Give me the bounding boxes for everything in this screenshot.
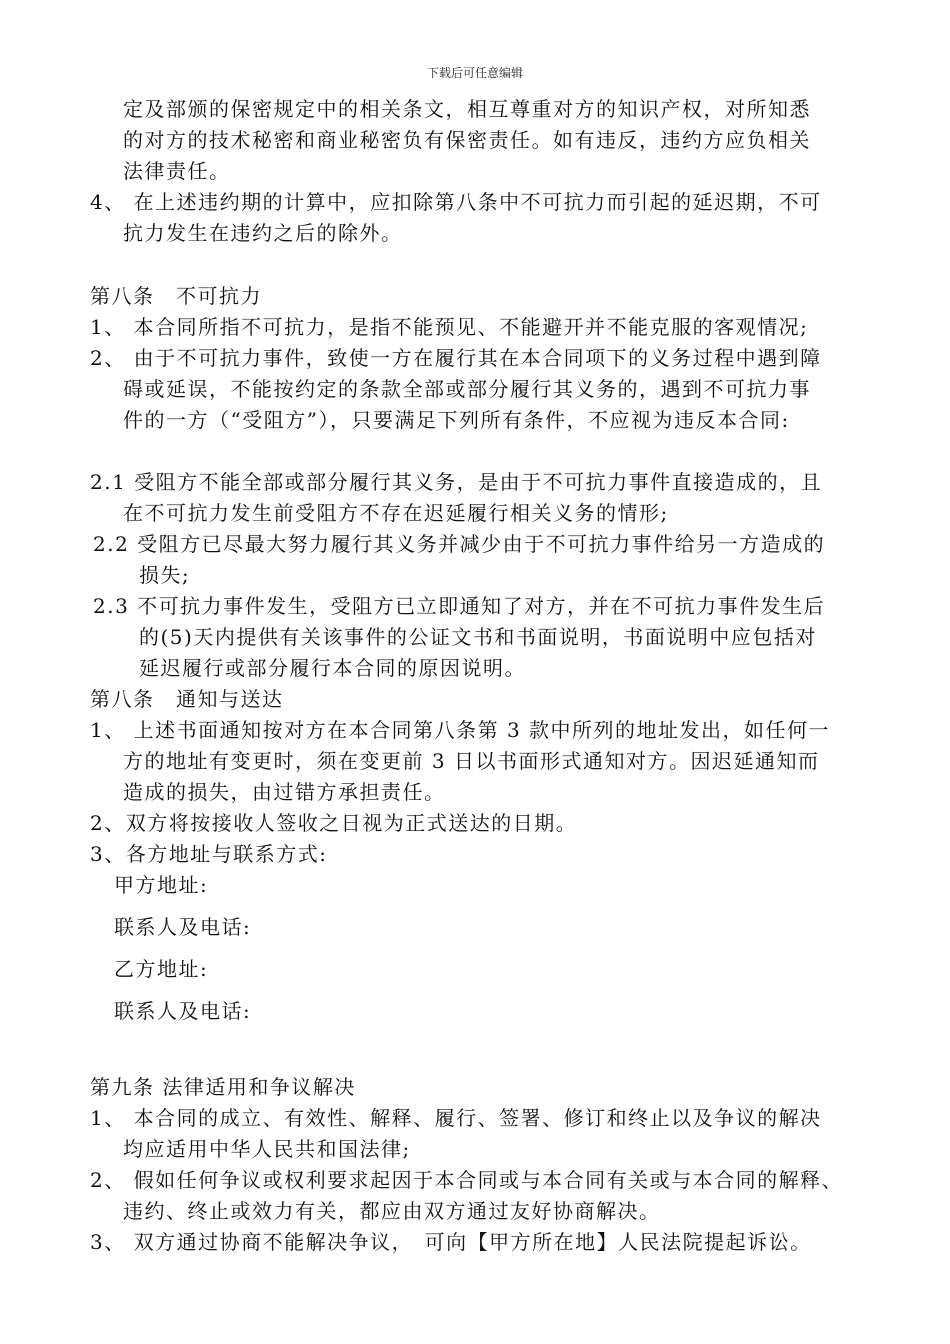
document-line: 1、 本合同的成立、有效性、解释、履行、签署、修订和终止以及争议的解决: [90, 1106, 822, 1130]
document-line: 1、 上述书面通知按对方在本合同第八条第 3 款中所列的地址发出，如任何一: [90, 718, 831, 742]
document-line: 2、 假如任何争议或权利要求起因于本合同或与本合同有关或与本合同的解释、: [90, 1168, 844, 1192]
document-line: 损失;: [139, 563, 191, 587]
document-line: 2.1 受阻方不能全部或部分履行其义务，是由于不可抗力事件直接造成的，且: [90, 470, 823, 494]
document-line: 乙方地址:: [114, 957, 209, 981]
document-line: 均应适用中华人民共和国法律;: [123, 1137, 411, 1161]
document-line: 法律责任。: [123, 159, 231, 183]
document-line: 抗力发生在违约之后的除外。: [123, 221, 403, 245]
document-line: 延迟履行或部分履行本合同的原因说明。: [139, 656, 526, 680]
document-line: 甲方地址:: [114, 873, 209, 897]
document-line: 在不可抗力发生前受阻方不存在迟延履行相关义务的情形;: [123, 501, 669, 525]
document-line: 联系人及电话:: [114, 999, 252, 1023]
document-line: 第八条 通知与送达: [90, 687, 284, 711]
document-line: 3、各方地址与联系方式:: [90, 842, 328, 866]
document-line: 碍或延误，不能按约定的条款全部或部分履行其义务的，遇到不可抗力事: [123, 377, 811, 401]
document-line: 第九条 法律适用和争议解决: [90, 1075, 356, 1099]
page-header: 下载后可任意编辑: [426, 66, 523, 80]
document-line: 4、 在上述违约期的计算中，应扣除第八条中不可抗力而引起的延迟期，不可: [90, 190, 822, 214]
document-line: 3、 双方通过协商不能解决争议， 可向【甲方所在地】人民法院提起诉讼。: [90, 1230, 812, 1254]
document-line: 2、双方将按接收人签收之日视为正式送达的日期。: [90, 811, 578, 835]
document-line: 违约、终止或效力有关，都应由双方通过友好协商解决。: [123, 1199, 661, 1223]
document-line: 件的一方（“受阻方”），只要满足下列所有条件，不应视为违反本合同:: [123, 408, 790, 432]
document-line: 2.3 不可抗力事件发生，受阻方已立即通知了对方，并在不可抗力事件发生后: [93, 594, 826, 618]
document-line: 联系人及电话:: [114, 915, 252, 939]
document-line: 2.2 受阻方已尽最大努力履行其义务并减少由于不可抗力事件给另一方造成的: [93, 532, 826, 556]
document-line: 定及部颁的保密规定中的相关条文，相互尊重对方的知识产权，对所知悉: [123, 97, 811, 121]
document-line: 方的地址有变更时，须在变更前 3 日以书面形式通知对方。因迟延通知而: [123, 749, 820, 773]
document-line: 第八条 不可抗力: [90, 284, 262, 308]
document-line: 2、 由于不可抗力事件，致使一方在履行其在本合同项下的义务过程中遇到障: [90, 346, 822, 370]
document-line: 的对方的技术秘密和商业秘密负有保密责任。如有违反，违约方应负相关: [123, 128, 811, 152]
document-line: 造成的损失，由过错方承担责任。: [123, 780, 446, 804]
document-line: 的(5)天内提供有关该事件的公证文书和书面说明，书面说明中应包括对: [139, 625, 817, 649]
document-line: 1、 本合同所指不可抗力，是指不能预见、不能避开并不能克服的客观情况;: [90, 315, 809, 339]
